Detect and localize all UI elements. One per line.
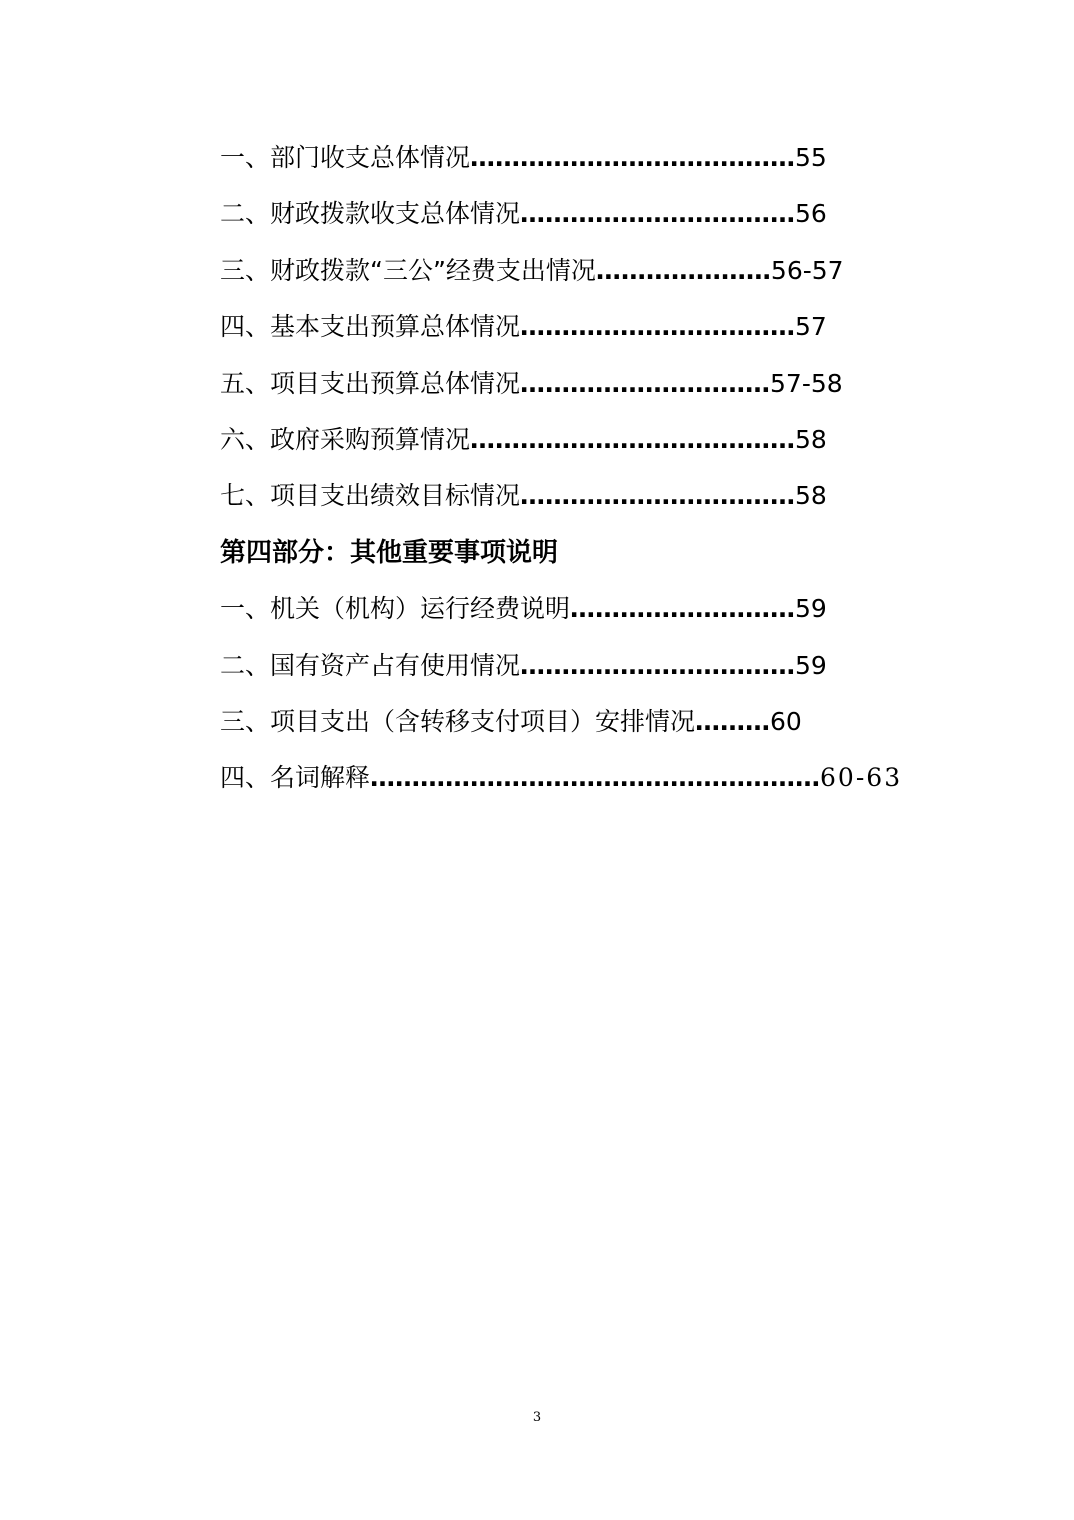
toc-entry-title: 项目支出预算总体情况 <box>270 368 521 398</box>
toc-dot-leader: ……… <box>695 706 771 736</box>
toc-entry-number: 一、 <box>220 594 271 624</box>
toc-entry-page: 56-57 <box>770 255 844 285</box>
toc-entry-title: 国有资产占有使用情况 <box>270 650 521 680</box>
toc-dot-leader: ………………………… <box>520 368 771 398</box>
toc-entry-fiscal-appropriation[interactable] <box>220 186 920 242</box>
toc-entry-title: 基本支出预算总体情况 <box>270 312 521 342</box>
toc-entry-agency-operating-costs[interactable] <box>220 581 920 637</box>
toc-entry-page: 57-58 <box>770 368 843 398</box>
toc-entry-page: 58 <box>795 424 827 454</box>
toc-entry-dept-income-expenditure[interactable] <box>220 130 920 186</box>
toc-dot-leader: ……………………… <box>570 594 796 624</box>
toc-entry-number: 三、 <box>220 706 271 736</box>
toc-dot-leader: ………………… <box>595 255 771 285</box>
toc-entry-project-arrangements[interactable] <box>220 694 920 750</box>
toc-entry-government-procurement[interactable] <box>220 412 920 468</box>
toc-entry-page: 59 <box>795 650 827 680</box>
toc-entry-basic-expenditure[interactable] <box>220 299 920 355</box>
toc-entry-page: 59 <box>795 594 827 624</box>
toc-entry-three-public-expenses[interactable] <box>220 243 920 299</box>
page-number: 3 <box>532 1410 542 1425</box>
part4-heading[interactable]: 第四部分：其他重要事项说明 <box>220 537 559 568</box>
toc-entry-number: 三、 <box>220 255 271 285</box>
toc-dot-leader: …………………………… <box>520 650 796 680</box>
toc-entry-title: 财政拨款“三公”经费支出情况 <box>270 255 596 285</box>
toc-entry-number: 四、 <box>220 763 271 793</box>
toc-entry-number: 七、 <box>220 481 271 511</box>
toc-entry-title: 财政拨款收支总体情况 <box>270 199 521 229</box>
toc-dot-leader: ………………………………… <box>470 143 796 172</box>
toc-dot-leader: …………………………… <box>520 481 796 511</box>
table-of-contents <box>220 130 920 807</box>
toc-entry-page: 55 <box>795 143 827 172</box>
toc-entry-page: 56 <box>795 199 827 229</box>
toc-dot-leader: ………………………………… <box>470 424 796 454</box>
toc-entry-number: 五、 <box>220 368 271 398</box>
toc-entry-number: 一、 <box>220 143 271 172</box>
toc-entry-number: 二、 <box>220 650 271 680</box>
toc-entry-title: 政府采购预算情况 <box>270 424 471 454</box>
toc-dot-leader: …………………………… <box>520 199 796 229</box>
toc-entry-glossary[interactable] <box>220 750 920 806</box>
toc-entry-performance-targets[interactable] <box>220 468 920 524</box>
toc-entry-project-expenditure[interactable] <box>220 356 920 412</box>
toc-entry-number: 二、 <box>220 199 271 229</box>
toc-entry-page: 58 <box>795 481 827 511</box>
toc-entry-page: 60-63 <box>820 763 903 793</box>
toc-entry-title: 名词解释 <box>270 763 371 793</box>
toc-entry-title: 项目支出绩效目标情况 <box>270 481 521 511</box>
toc-entry-page: 60 <box>770 706 802 736</box>
toc-dot-leader: …………………………… <box>520 312 796 342</box>
toc-entry-number: 六、 <box>220 424 271 454</box>
toc-entry-title: 项目支出（含转移支付项目）安排情况 <box>270 706 696 736</box>
toc-entry-title: 部门收支总体情况 <box>270 143 471 172</box>
toc-entry-page: 57 <box>795 312 827 342</box>
toc-dot-leader: ……………………………………………… <box>370 763 821 793</box>
toc-entry-number: 四、 <box>220 312 271 342</box>
toc-entry-title: 机关（机构）运行经费说明 <box>270 594 571 624</box>
toc-entry-state-assets[interactable] <box>220 638 920 694</box>
